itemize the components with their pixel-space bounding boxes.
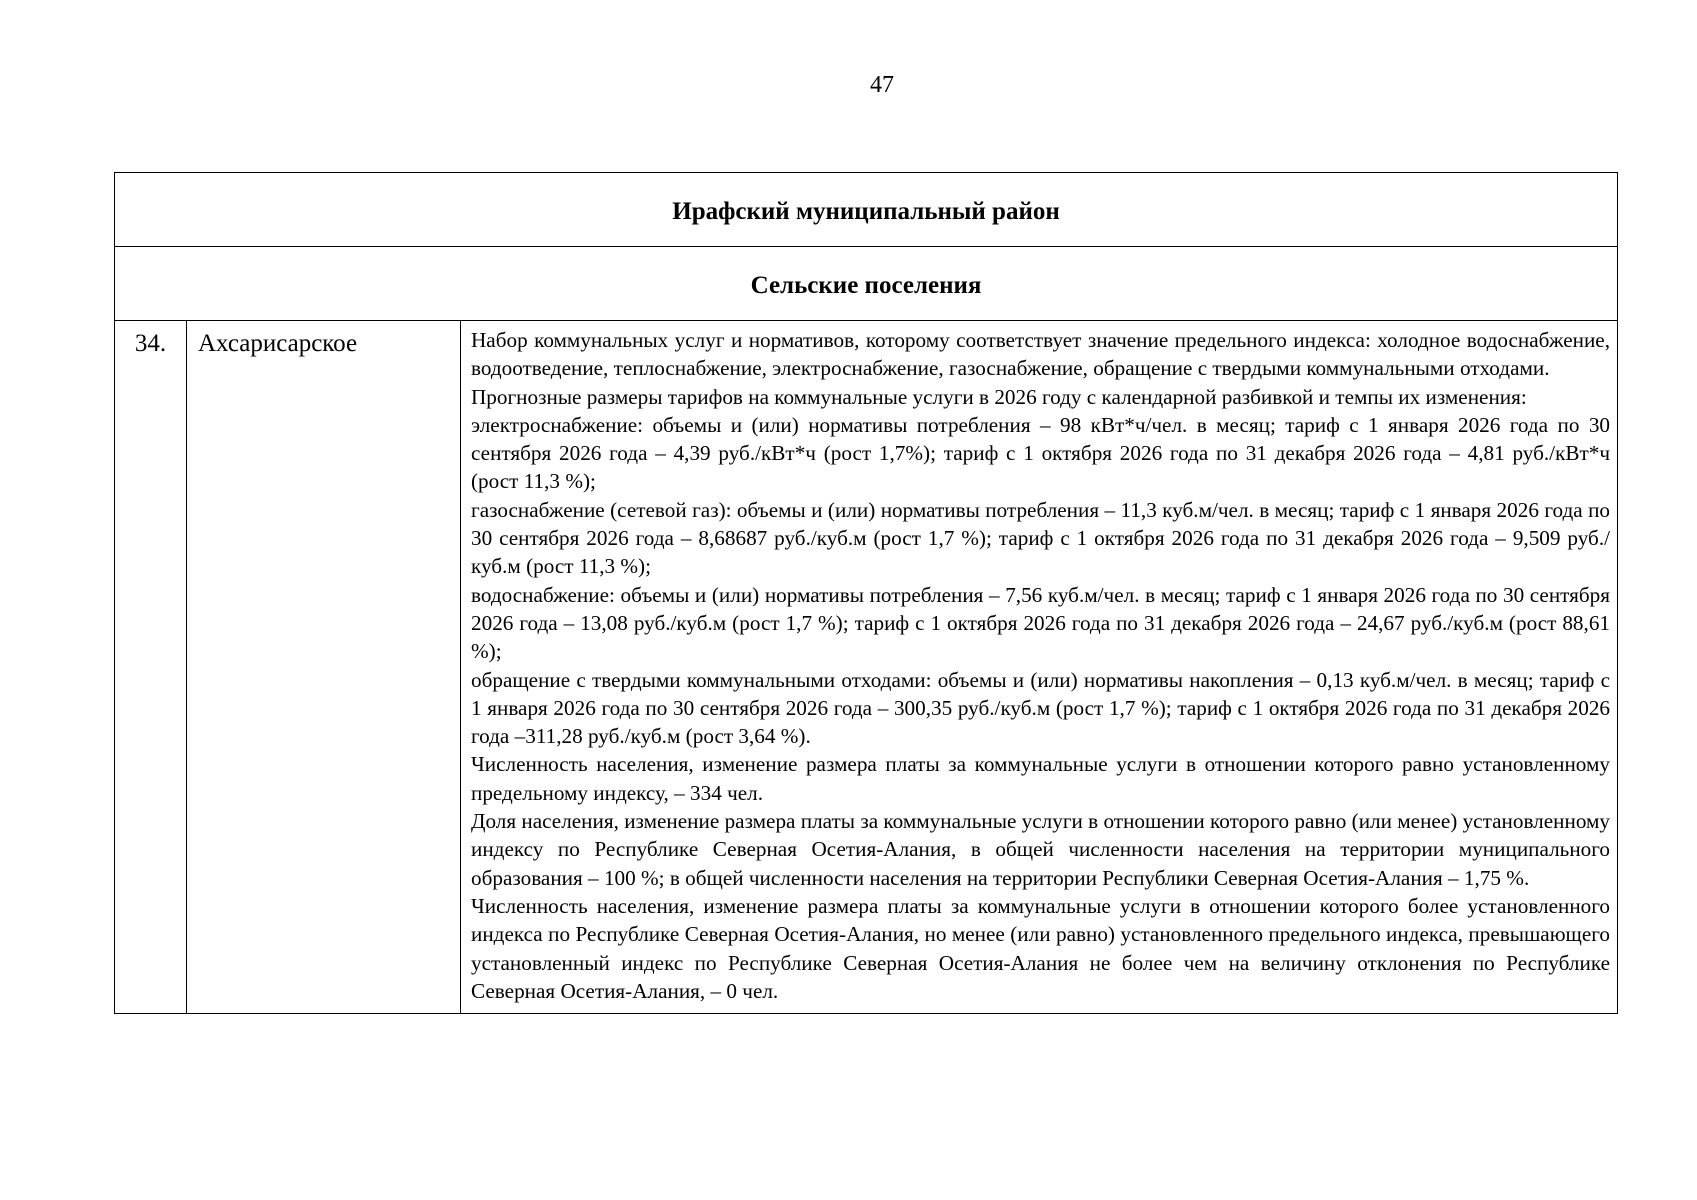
paragraph-electricity: электроснабжение: объемы и (или) нормативы потребления – 98 кВт*ч/чел. в месяц; тариф с 1 января 2026 года по 30 сентября 2026 года – 4,39 руб./кВт*ч (рост 1,7%); тариф с 1 октября 2026 года по 31 декабря 2026 года – 4,81 руб./кВт*ч (рост 11,3 %); [471, 412, 1611, 494]
paragraph-population-share: Доля населения, изменение размера платы за коммунальные услуги в отношении которого равно (или менее) установленному индексу по Республике Северная Осетия-Алания, в общей численности населения на территории муниципального образования – 100 %; в общей численности населения на территории Республики Северная Осетия-Алания – 1,75 %. [471, 809, 1611, 890]
description-cell [461, 321, 1618, 1014]
district-title: Ирафский муниципальный район [672, 197, 1060, 225]
paragraph-services: Набор коммунальных услуг и нормативов, которому соответствует значение предельного индекса: холодное водоснабжение, водоотведение, теплоснабжение, электроснабжение, газоснабжение, обращение с твердыми коммунальными отходами. [471, 328, 1611, 381]
paragraph-water: водоснабжение: объемы и (или) нормативы потребления – 7,56 куб.м/чел. в месяц; тариф с 1 января 2026 года по 30 сентября 2026 года – 13,08 руб./куб.м (рост 1,7 %); тариф с 1 октября 2026 года по 31 декабря 2026 года – 24,67 руб./куб.м (рост 88,61 %); [471, 582, 1611, 664]
district-header-row [115, 173, 1618, 247]
table-row [115, 321, 1618, 1014]
paragraph-forecast: Прогнозные размеры тарифов на коммунальные услуги в 2026 году с календарной разбивкой и темпы их изменения: [471, 384, 1527, 409]
row-number: 34. [115, 321, 187, 1014]
section-title: Сельские поселения [750, 271, 982, 299]
tariff-table [114, 172, 1618, 1014]
paragraph-waste: обращение с твердыми коммунальными отходами: объемы и (или) нормативы накопления – 0,13 куб.м/чел. в месяц; тариф с 1 января 2026 года по 30 сентября 2026 года – 300,35 руб./куб.м (рост 1,7 %); тариф с 1 октября 2026 года по 31 декабря 2026 года –311,28 руб./куб.м (рост 3,64 %). [471, 667, 1611, 749]
section-header-row [115, 247, 1618, 321]
paragraph-population-equal: Численность населения, изменение размера платы за коммунальные услуги в отношении которого равно установленному предельному индексу, – 334 чел. [471, 752, 1611, 805]
paragraph-gas: газоснабжение (сетевой газ): объемы и (или) нормативы потребления – 11,3 куб.м/чел. в месяц; тариф с 1 января 2026 года по 30 сентября 2026 года – 8,68687 руб./куб.м (рост 1,7 %); тариф с 1 октября 2026 года по 31 декабря 2026 года – 9,509 руб./куб.м (рост 11,3 %); [471, 497, 1611, 579]
district-title-cell [115, 173, 1618, 247]
page-number: 47 [870, 72, 894, 98]
section-title-cell [115, 247, 1618, 321]
paragraph-population-above: Численность населения, изменение размера платы за коммунальные услуги в отношении которого более установленного индекса по Республике Северная Осетия-Алания, но менее (или равно) установленного предельного индекса, превышающего установленный индекс по Республике Северная Осетия-Алания не более чем на величину отклонения по Республике Северная Осетия-Алания, – 0 чел. [471, 893, 1611, 1003]
settlement-name: Ахсарисарское [187, 321, 461, 1014]
